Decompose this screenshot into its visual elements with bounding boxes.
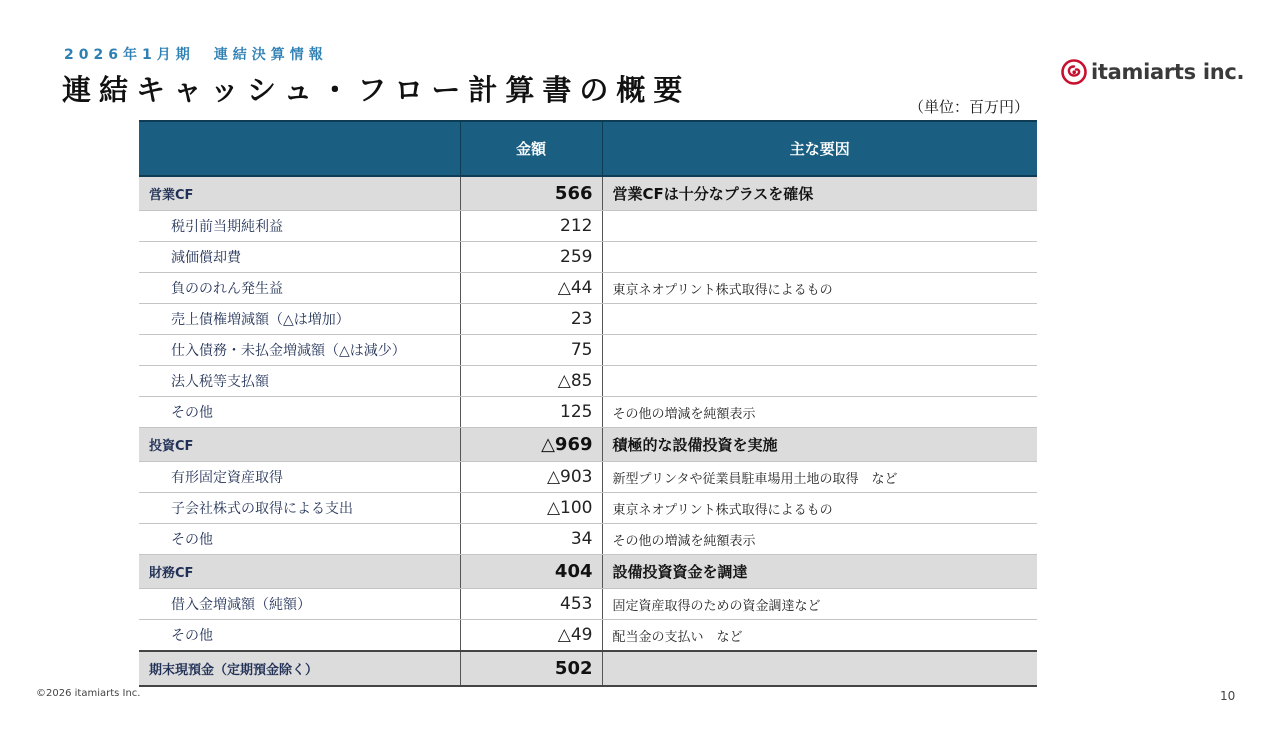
summary-row: [139, 176, 1037, 211]
row-label: 有形固定資産取得: [139, 462, 460, 493]
row-label: その他: [139, 620, 460, 652]
row-label: 税引前当期純利益: [139, 211, 460, 242]
row-label: 期末現預金（定期預金除く）: [139, 651, 460, 686]
row-amount: △44: [460, 273, 602, 304]
unit-label: （単位：百万円）: [909, 98, 1030, 116]
row-amount: 453: [460, 589, 602, 620]
row-factor: [602, 242, 1037, 273]
page-number: 10: [1220, 689, 1236, 703]
row-amount: 212: [460, 211, 602, 242]
row-factor: [602, 366, 1037, 397]
row-label: 財務CF: [139, 555, 460, 589]
row-amount: 125: [460, 397, 602, 428]
header-label-column: [139, 121, 460, 176]
row-factor: 設備投資資金を調達: [602, 555, 1037, 589]
row-factor: [602, 335, 1037, 366]
row-factor: その他の増減を純額表示: [602, 524, 1037, 555]
row-amount: 34: [460, 524, 602, 555]
table-row: [139, 335, 1037, 366]
row-label: その他: [139, 397, 460, 428]
table-row: [139, 366, 1037, 397]
header-amount: 金額: [460, 121, 602, 176]
row-label: その他: [139, 524, 460, 555]
company-logo: [1060, 58, 1244, 86]
table-row: [139, 620, 1037, 652]
table-row: [139, 304, 1037, 335]
row-label: 借入金増減額（純額）: [139, 589, 460, 620]
cashflow-table-body: [139, 176, 1037, 686]
row-label: 法人税等支払額: [139, 366, 460, 397]
table-row: [139, 397, 1037, 428]
row-amount: △969: [460, 428, 602, 462]
row-label: 投資CF: [139, 428, 460, 462]
row-factor: 新型プリンタや従業員駐車場用土地の取得 など: [602, 462, 1037, 493]
row-factor: 固定資産取得のための資金調達など: [602, 589, 1037, 620]
section-subtitle: 2026年1月期 連結決算情報: [64, 47, 328, 63]
row-amount: 23: [460, 304, 602, 335]
row-factor: [602, 304, 1037, 335]
row-amount: 259: [460, 242, 602, 273]
table-row: [139, 493, 1037, 524]
table-row: [139, 589, 1037, 620]
row-amount: 404: [460, 555, 602, 589]
row-factor: 積極的な設備投資を実施: [602, 428, 1037, 462]
summary-row: [139, 428, 1037, 462]
row-amount: 566: [460, 176, 602, 211]
row-amount: △85: [460, 366, 602, 397]
table-row: [139, 273, 1037, 304]
row-amount: △49: [460, 620, 602, 652]
logo-text: itamiarts inc.: [1091, 60, 1245, 84]
total-row: [139, 651, 1037, 686]
row-amount: △903: [460, 462, 602, 493]
table-row: [139, 462, 1037, 493]
header-main-factors: 主な要因: [602, 121, 1037, 176]
row-amount: 502: [460, 651, 602, 686]
summary-row: [139, 555, 1037, 589]
row-label: 減価償却費: [139, 242, 460, 273]
row-amount: 75: [460, 335, 602, 366]
cashflow-table: [139, 120, 1037, 687]
row-factor: 東京ネオプリント株式取得によるもの: [602, 493, 1037, 524]
row-factor: [602, 211, 1037, 242]
table-row: [139, 242, 1037, 273]
row-factor: 東京ネオプリント株式取得によるもの: [602, 273, 1037, 304]
page-title: 連結キャッシュ・フロー計算書の概要: [62, 73, 691, 107]
row-factor: その他の増減を純額表示: [602, 397, 1037, 428]
itamiarts-logo-icon: [1060, 58, 1088, 86]
row-label: 売上債権増減額（△は増加）: [139, 304, 460, 335]
table-row: [139, 211, 1037, 242]
row-factor: 営業CFは十分なプラスを確保: [602, 176, 1037, 211]
row-label: 子会社株式の取得による支出: [139, 493, 460, 524]
table-header-row: [139, 121, 1037, 176]
row-label: 営業CF: [139, 176, 460, 211]
copyright: ©2026 itamiarts Inc.: [36, 688, 141, 699]
table-row: [139, 524, 1037, 555]
row-label: 負ののれん発生益: [139, 273, 460, 304]
row-factor: 配当金の支払い など: [602, 620, 1037, 652]
row-factor: [602, 651, 1037, 686]
row-label: 仕入債務・未払金増減額（△は減少）: [139, 335, 460, 366]
row-amount: △100: [460, 493, 602, 524]
